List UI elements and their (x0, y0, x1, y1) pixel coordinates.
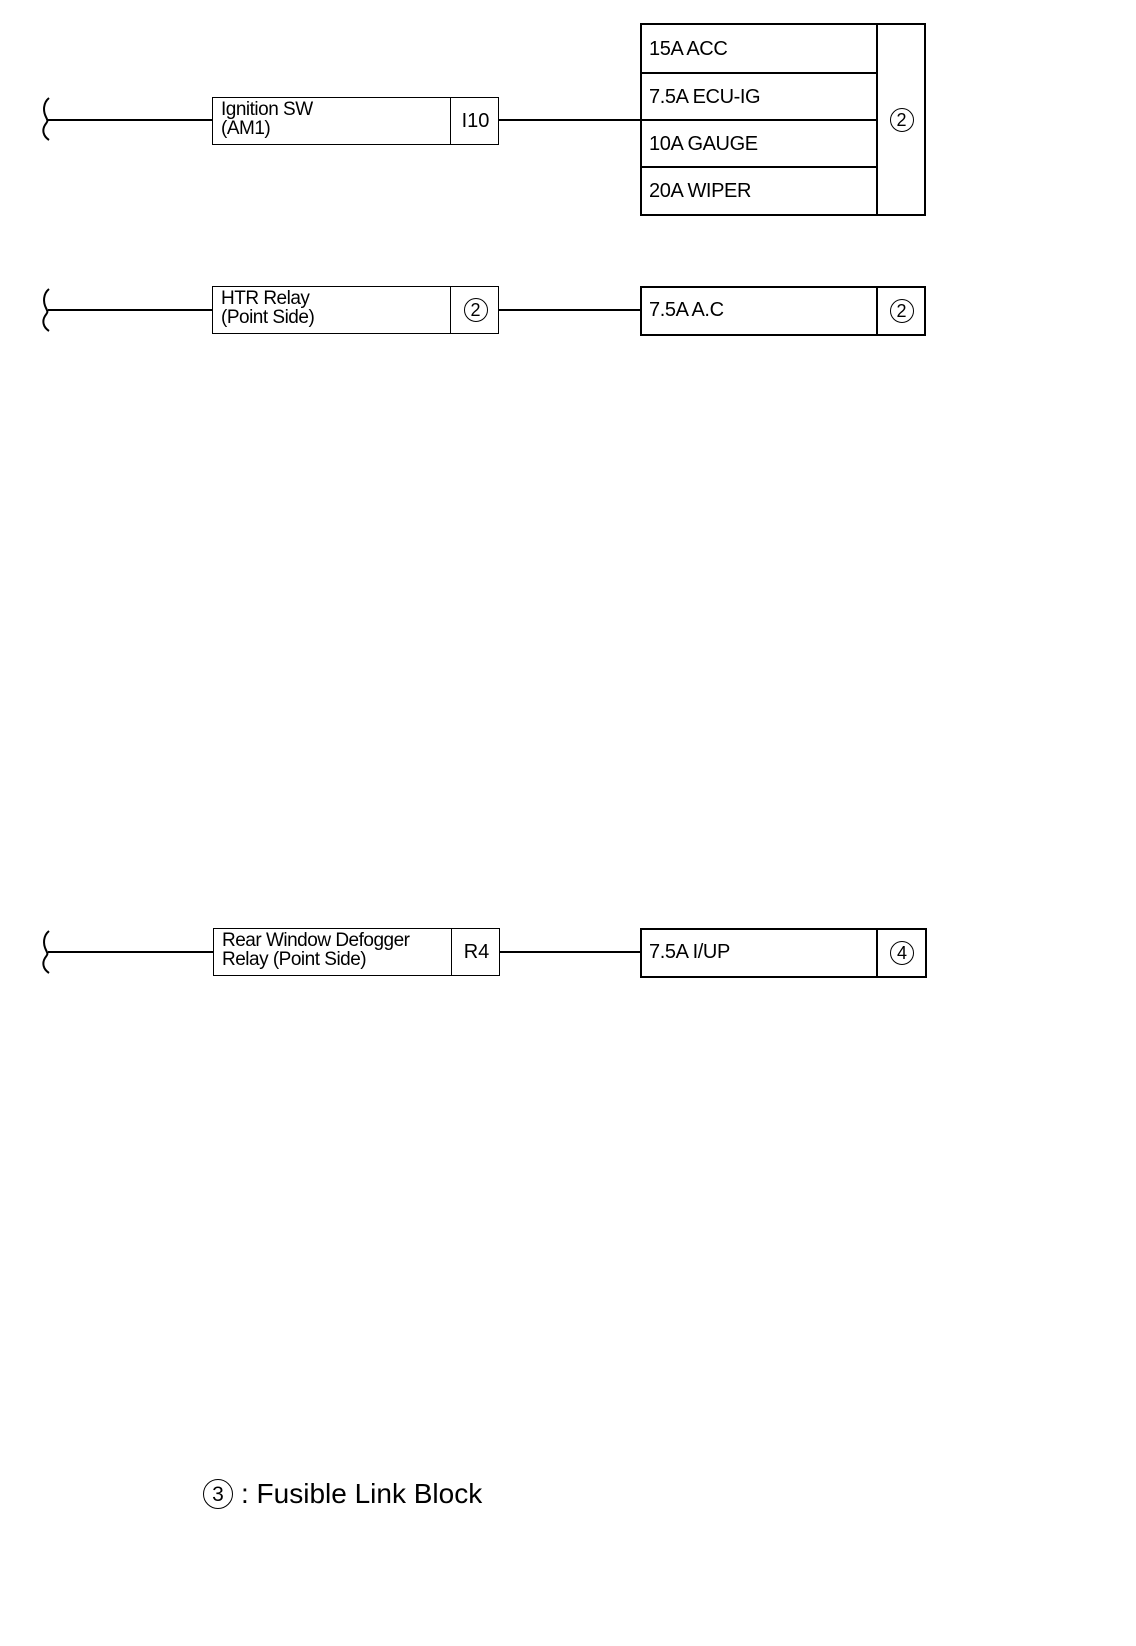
connector-code: R4 (463, 940, 490, 963)
block-number-icon: 2 (890, 299, 914, 323)
source-label: Rear Window Defogger Relay (Point Side) (222, 930, 410, 970)
source-box-htr-relay (212, 286, 499, 334)
source-connector (450, 98, 500, 144)
source-box-rear-defogger (213, 928, 500, 976)
wire-left (48, 951, 213, 953)
fuse-block-htr (640, 286, 926, 336)
legend-symbol-icon: 3 (203, 1479, 233, 1509)
wire-left (48, 119, 213, 121)
wire-right (499, 119, 641, 121)
block-tag (876, 930, 926, 976)
connector-code: I10 (461, 109, 490, 132)
wire-left (48, 309, 213, 311)
block-number-icon: 2 (890, 108, 914, 132)
source-label: HTR Relay (Point Side) (221, 288, 315, 328)
connector-number-icon: 2 (464, 298, 488, 322)
fuse-row: 7.5A I/UP (649, 941, 730, 963)
block-tag (876, 25, 925, 214)
fuse-row: 20A WIPER (642, 166, 878, 214)
fuse-block-ignition (640, 23, 926, 216)
fuse-block-defogger (640, 928, 927, 978)
fuse-row: 7.5A A.C (649, 299, 724, 321)
legend (203, 1478, 482, 1510)
fuse-row: 10A GAUGE (642, 119, 878, 167)
fuse-row: 15A ACC (649, 37, 728, 60)
source-connector (451, 929, 501, 975)
source-connector (450, 287, 500, 333)
legend-text: : Fusible Link Block (241, 1478, 483, 1509)
source-label: Ignition SW (AM1) (221, 99, 313, 139)
wire-right (500, 951, 641, 953)
block-number-icon: 4 (890, 941, 914, 965)
wire-right (499, 309, 641, 311)
source-box-ignition-sw (212, 97, 499, 145)
block-tag (876, 288, 925, 334)
fuse-row: 7.5A ECU-IG (642, 72, 878, 120)
